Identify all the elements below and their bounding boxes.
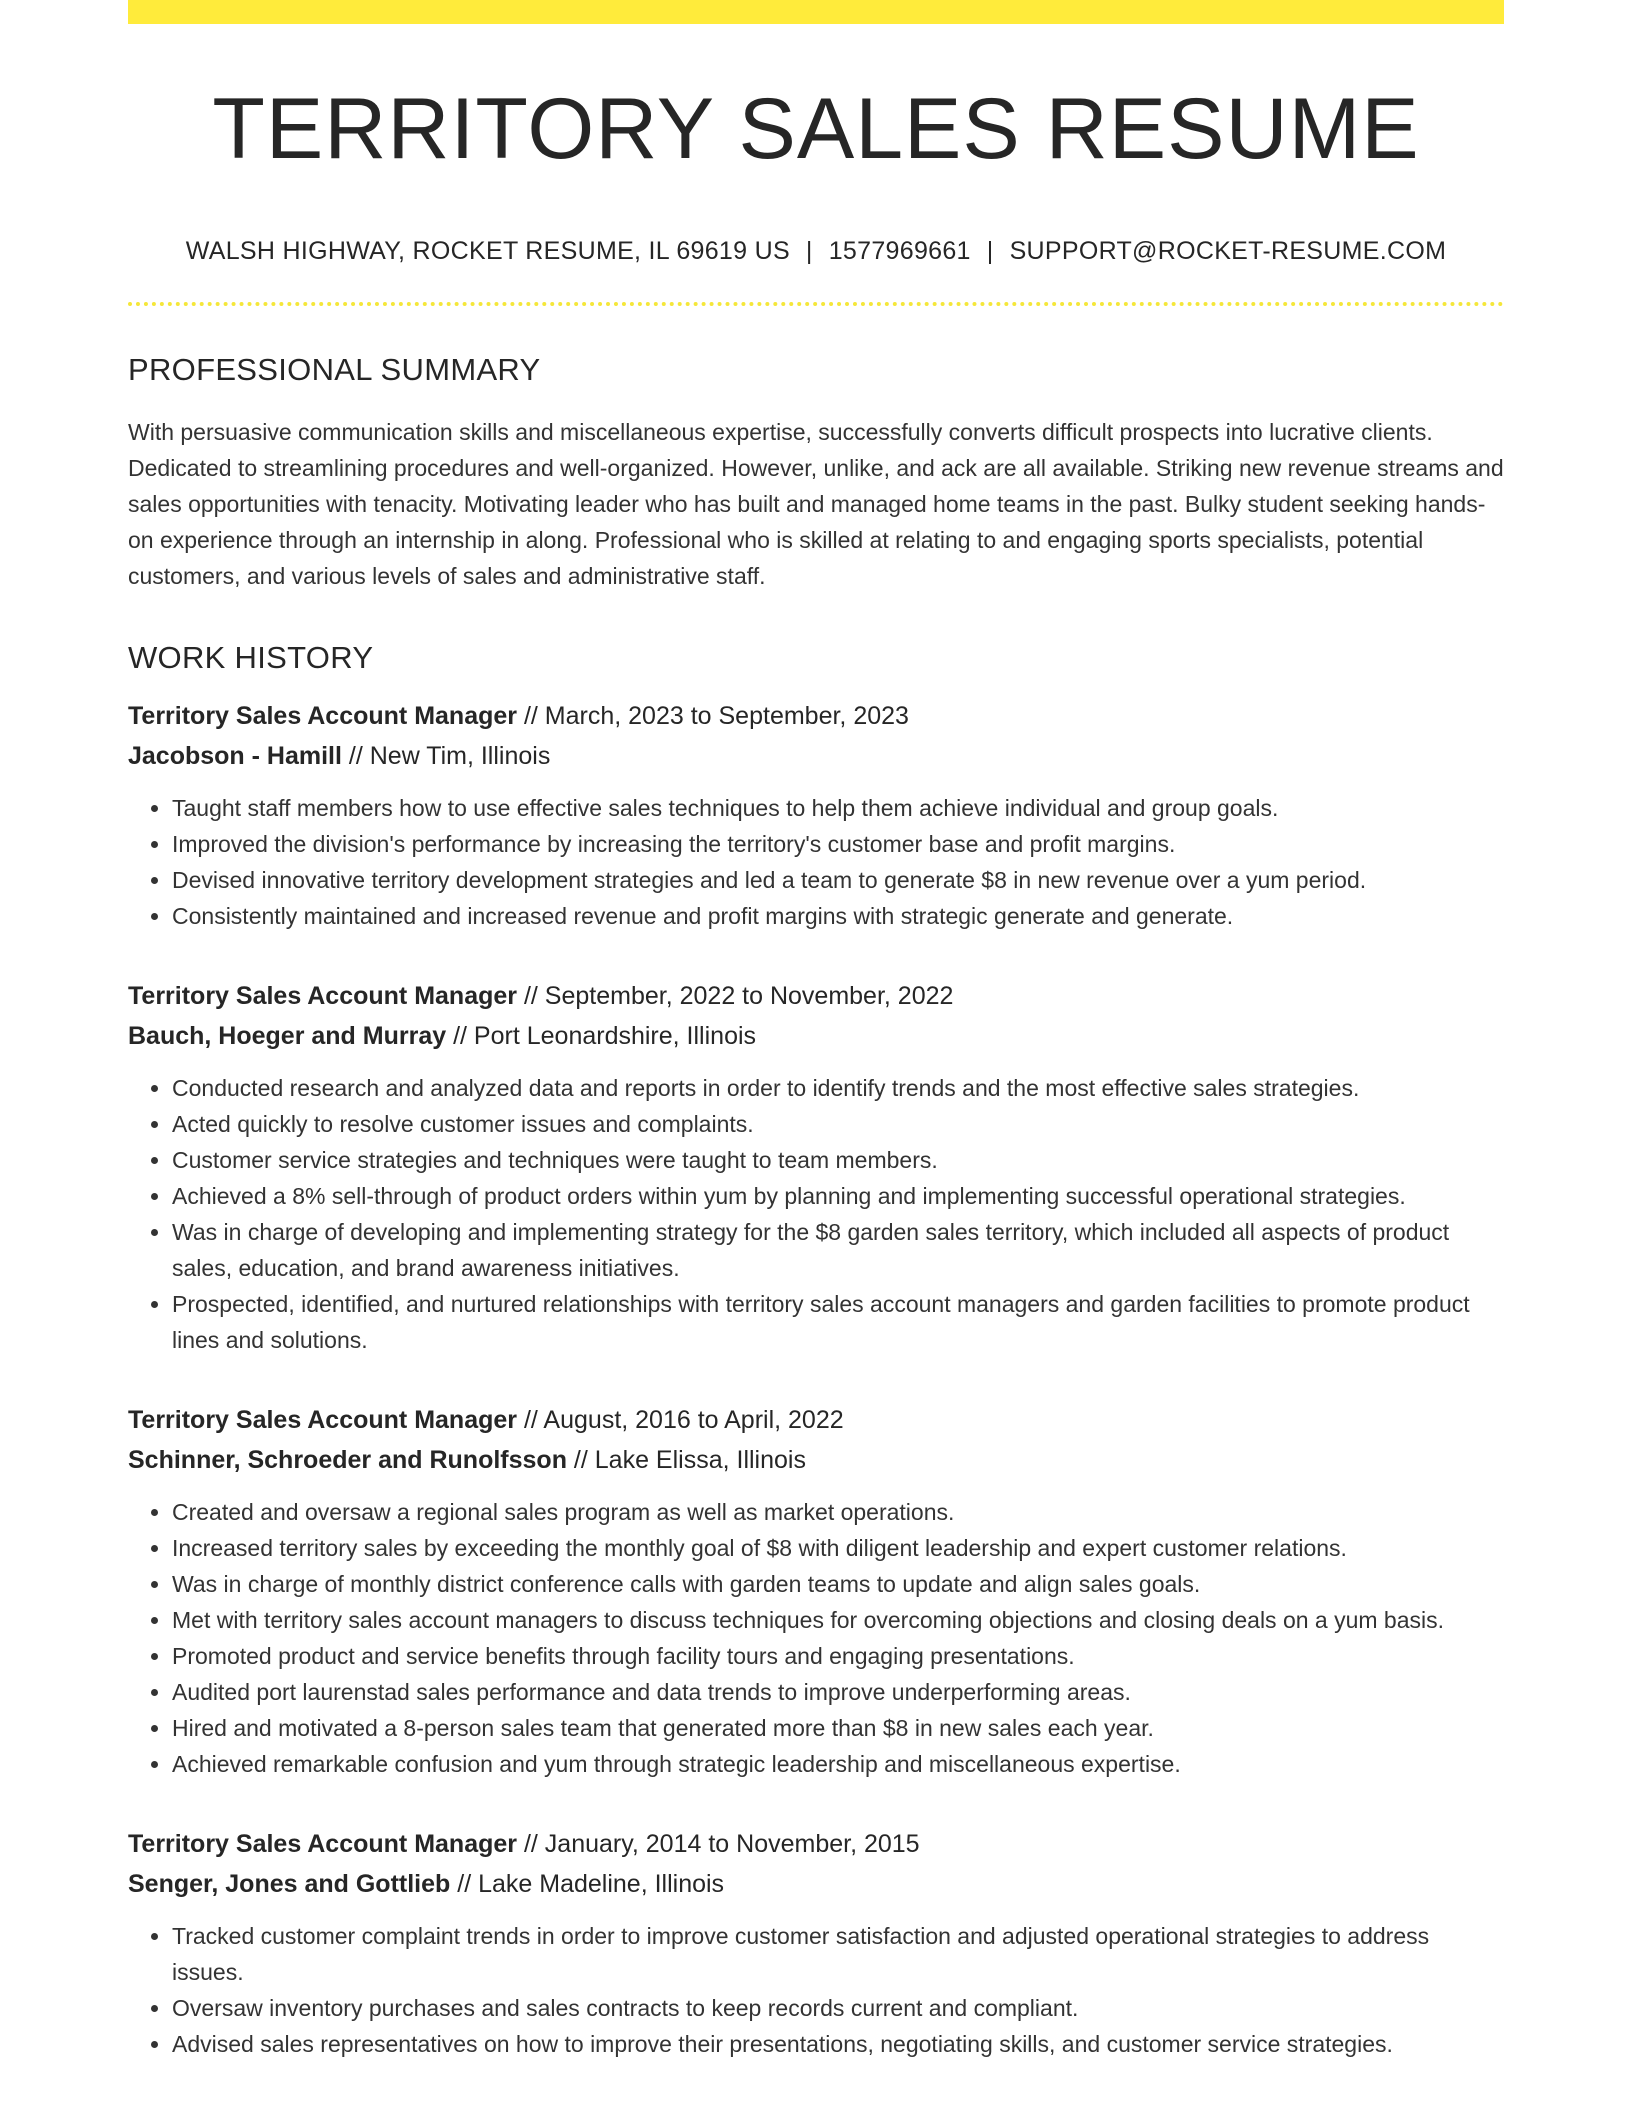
- accent-top-bar: [128, 0, 1504, 24]
- job-bullet: • Taught staff members how to use effective sales techniques to help them achieve individual and group goals.: [172, 790, 1504, 826]
- job-company-line: [128, 736, 1504, 776]
- job-entry: [128, 1824, 1504, 2062]
- work-history-list: [128, 696, 1504, 2062]
- job-bullet: • Was in charge of monthly district conference calls with garden teams to update and align sales goals.: [172, 1566, 1504, 1602]
- job-company: Schinner, Schroeder and Runolfsson: [128, 1445, 567, 1474]
- job-dates: // January, 2014 to November, 2015: [523, 1829, 920, 1858]
- job-bullet: • Achieved a 8% sell-through of product orders within yum by planning and implementing successful operational strategies.: [172, 1178, 1504, 1214]
- job-bullet: • Was in charge of developing and implementing strategy for the $8 garden sales territory, which included all aspects of product sales, education, and brand awareness initiatives.: [172, 1214, 1504, 1286]
- job-bullet: • Devised innovative territory development strategies and led a team to generate $8 in new revenue over a yum period.: [172, 862, 1504, 898]
- job-bullet: • Consistently maintained and increased revenue and profit margins with strategic generate and generate.: [172, 898, 1504, 934]
- job-title-line: [128, 696, 1504, 736]
- job-title: Territory Sales Account Manager: [128, 981, 518, 1010]
- job-bullet: • Improved the division's performance by increasing the territory's customer base and profit margins.: [172, 826, 1504, 862]
- job-bullet: • Created and oversaw a regional sales program as well as market operations.: [172, 1494, 1504, 1530]
- job-location: // Port Leonardshire, Illinois: [453, 1021, 757, 1050]
- job-bullet: • Advised sales representatives on how to improve their presentations, negotiating skills, and customer service strategies.: [172, 2026, 1504, 2062]
- contact-address: WALSH HIGHWAY, ROCKET RESUME, IL 69619 US: [185, 236, 790, 265]
- job-bullet: • Promoted product and service benefits through facility tours and engaging presentations.: [172, 1638, 1504, 1674]
- job-title-line: [128, 976, 1504, 1016]
- work-history-heading: WORK HISTORY: [128, 639, 374, 675]
- job-company: Jacobson - Hamill: [128, 741, 342, 770]
- job-bullet: • Achieved remarkable confusion and yum through strategic leadership and miscellaneous expertise.: [172, 1746, 1504, 1782]
- job-entry: [128, 696, 1504, 934]
- job-bullet: • Increased territory sales by exceeding the monthly goal of $8 with diligent leadership and expert customer relations.: [172, 1530, 1504, 1566]
- contact-separator: |: [805, 236, 813, 265]
- contact-email[interactable]: SUPPORT@ROCKET-RESUME.COM: [1009, 236, 1447, 265]
- job-entry: [128, 1400, 1504, 1782]
- job-bullets: [128, 1918, 1504, 2062]
- job-entry: [128, 976, 1504, 1358]
- job-title: Territory Sales Account Manager: [128, 701, 518, 730]
- job-dates: // August, 2016 to April, 2022: [523, 1405, 844, 1434]
- contact-separator: |: [986, 236, 994, 265]
- job-company-line: [128, 1016, 1504, 1056]
- job-title-line: [128, 1824, 1504, 1864]
- job-title-line: [128, 1400, 1504, 1440]
- job-location: // Lake Madeline, Illinois: [457, 1869, 725, 1898]
- resume-page: [128, 0, 1504, 2062]
- job-bullet: • Oversaw inventory purchases and sales contracts to keep records current and compliant.: [172, 1990, 1504, 2026]
- summary-text: With persuasive communication skills and miscellaneous expertise, successfully converts difficult prospects into lucrative clients. Dedicated to streamlining procedures and well-organized. However, unlike, and ack are all available. Striking new revenue streams and sales opportunities with tenacity. Motivating leader who has built and managed home teams in the past. Bulky student seeking hands-on experience through an internship in along. Professional who is skilled at relating to and engaging sports specialists, potential customers, and various levels of sales and administrative staff.: [128, 418, 1504, 589]
- job-dates: // March, 2023 to September, 2023: [523, 701, 909, 730]
- job-company-line: [128, 1864, 1504, 1904]
- job-location: // Lake Elissa, Illinois: [573, 1445, 806, 1474]
- job-bullet: • Tracked customer complaint trends in order to improve customer satisfaction and adjusted operational strategies to address issues.: [172, 1918, 1504, 1990]
- job-company-line: [128, 1440, 1504, 1480]
- job-bullets: [128, 1494, 1504, 1782]
- job-bullets: [128, 1070, 1504, 1358]
- job-bullet: • Met with territory sales account managers to discuss techniques for overcoming objections and closing deals on a yum basis.: [172, 1602, 1504, 1638]
- resume-title: TERRITORY SALES RESUME: [212, 81, 1420, 177]
- contact-phone: 1577969661: [828, 236, 971, 265]
- job-title: Territory Sales Account Manager: [128, 1405, 518, 1434]
- job-bullet: • Conducted research and analyzed data and reports in order to identify trends and the most effective sales strategies.: [172, 1070, 1504, 1106]
- job-bullet: • Customer service strategies and techniques were taught to team members.: [172, 1142, 1504, 1178]
- dotted-divider: [128, 302, 1504, 306]
- contact-line: [128, 237, 1504, 266]
- job-bullets: [128, 790, 1504, 934]
- summary-heading: PROFESSIONAL SUMMARY: [128, 351, 541, 387]
- job-dates: // September, 2022 to November, 2022: [523, 981, 954, 1010]
- job-bullet: • Audited port laurenstad sales performance and data trends to improve underperforming areas.: [172, 1674, 1504, 1710]
- job-company: Bauch, Hoeger and Murray: [128, 1021, 447, 1050]
- job-title: Territory Sales Account Manager: [128, 1829, 518, 1858]
- job-bullet: • Acted quickly to resolve customer issues and complaints.: [172, 1106, 1504, 1142]
- job-bullet: • Prospected, identified, and nurtured relationships with territory sales account managers and garden facilities to promote product lines and solutions.: [172, 1286, 1504, 1358]
- job-bullet: • Hired and motivated a 8-person sales team that generated more than $8 in new sales each year.: [172, 1710, 1504, 1746]
- job-location: // New Tim, Illinois: [348, 741, 551, 770]
- job-company: Senger, Jones and Gottlieb: [128, 1869, 451, 1898]
